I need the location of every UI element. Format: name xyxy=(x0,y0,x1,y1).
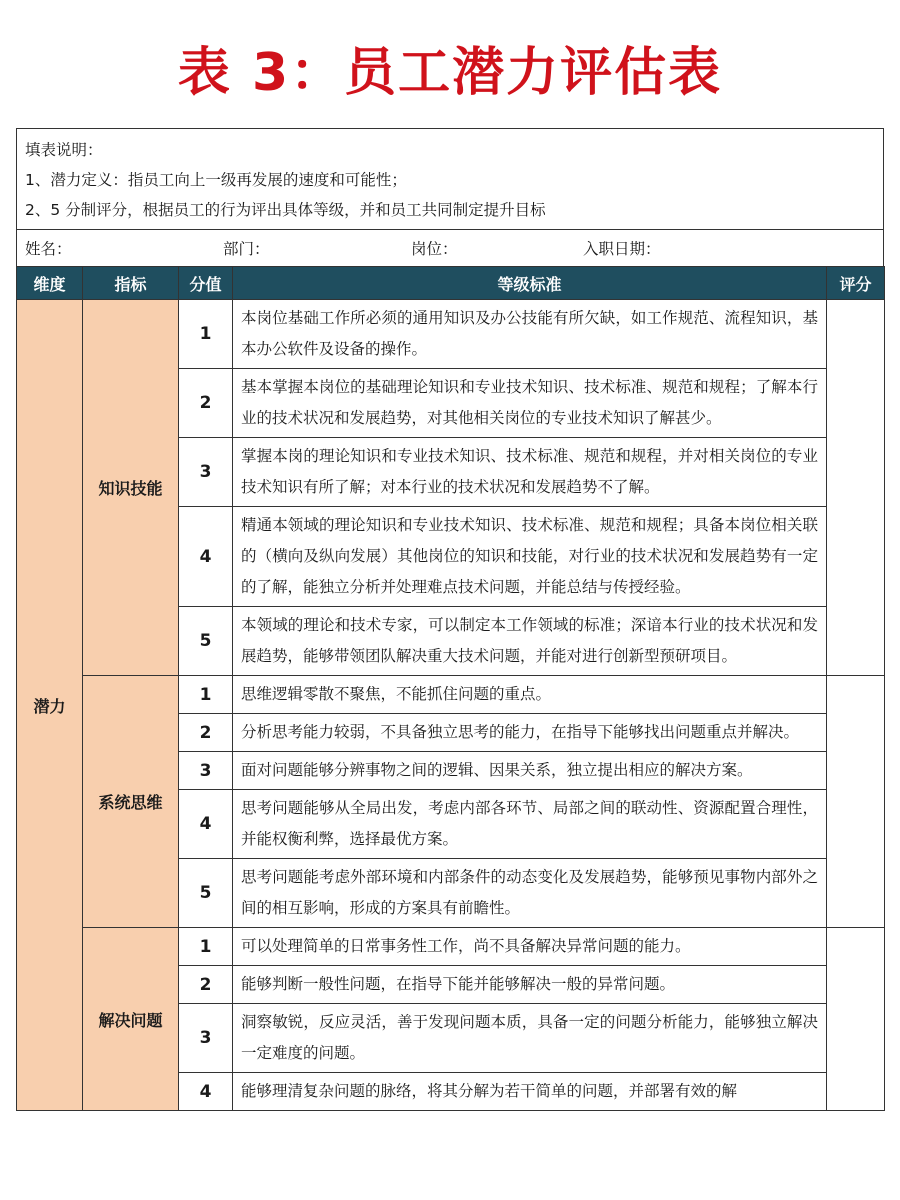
instructions-heading: 填表说明： xyxy=(25,141,103,159)
indicator-cell: 系统思维 xyxy=(83,676,179,928)
header-dimension: 维度 xyxy=(17,267,83,300)
page-title: 表 3：员工潜力评估表 xyxy=(177,43,723,103)
rating-input-cell[interactable] xyxy=(827,676,885,928)
indicator-cell: 解决问题 xyxy=(83,928,179,1111)
position-field-label: 岗位： xyxy=(411,240,458,258)
table-header-row xyxy=(17,267,885,300)
table-row xyxy=(17,676,885,714)
score-cell: 4 xyxy=(179,1073,233,1111)
score-cell: 2 xyxy=(179,966,233,1004)
score-cell: 1 xyxy=(179,928,233,966)
assessment-sheet xyxy=(16,128,884,1111)
criteria-cell: 思考问题能够从全局出发，考虑内部各环节、局部之间的联动性、资源配置合理性，并能权衡利弊，选择最优方案。 xyxy=(233,790,827,859)
join-date-field-label: 入职日期： xyxy=(583,240,661,258)
criteria-cell: 掌握本岗的理论知识和专业技术知识、技术标准、规范和规程，并对相关岗位的专业技术知识有所了解；对本行业的技术状况和发展趋势不了解。 xyxy=(233,438,827,507)
header-criteria: 等级标准 xyxy=(233,267,827,300)
instructions-line-2: 2、5 分制评分，根据员工的行为评出具体等级，并和员工共同制定提升目标 xyxy=(25,201,546,219)
score-cell: 2 xyxy=(179,369,233,438)
criteria-cell: 思考问题能考虑外部环境和内部条件的动态变化及发展趋势，能够预见事物内部外之间的相互影响，形成的方案具有前瞻性。 xyxy=(233,859,827,928)
criteria-cell: 可以处理简单的日常事务性工作，尚不具备解决异常问题的能力。 xyxy=(233,928,827,966)
instructions-box xyxy=(16,128,884,229)
dimension-cell: 潜力 xyxy=(17,300,83,1111)
indicator-cell: 知识技能 xyxy=(83,300,179,676)
criteria-cell: 洞察敏锐，反应灵活，善于发现问题本质，具备一定的问题分析能力，能够独立解决一定难度的问题。 xyxy=(233,1004,827,1073)
criteria-cell: 本领域的理论和技术专家，可以制定本工作领域的标准；深谙本行业的技术状况和发展趋势，能够带领团队解决重大技术问题，并能对进行创新型预研项目。 xyxy=(233,607,827,676)
criteria-cell: 思维逻辑零散不聚焦，不能抓住问题的重点。 xyxy=(233,676,827,714)
criteria-cell: 面对问题能够分辨事物之间的逻辑、因果关系，独立提出相应的解决方案。 xyxy=(233,752,827,790)
employee-fields-row xyxy=(16,229,884,266)
name-field-label: 姓名： xyxy=(25,240,72,258)
criteria-cell: 精通本领域的理论知识和专业技术知识、技术标准、规范和规程；具备本岗位相关联的（横向及纵向发展）其他岗位的知识和技能，对行业的技术状况和发展趋势有一定的了解，能独立分析并处理难点技术问题，并能总结与传授经验。 xyxy=(233,507,827,607)
table-row xyxy=(17,928,885,966)
criteria-cell: 基本掌握本岗位的基础理论知识和专业技术知识、技术标准、规范和规程；了解本行业的技术状况和发展趋势，对其他相关岗位的专业技术知识了解甚少。 xyxy=(233,369,827,438)
rating-input-cell[interactable] xyxy=(827,928,885,1111)
criteria-cell: 分析思考能力较弱，不具备独立思考的能力，在指导下能够找出问题重点并解决。 xyxy=(233,714,827,752)
criteria-cell: 能够判断一般性问题，在指导下能并能够解决一般的异常问题。 xyxy=(233,966,827,1004)
score-cell: 3 xyxy=(179,1004,233,1073)
header-score: 分值 xyxy=(179,267,233,300)
dept-field-label: 部门： xyxy=(223,240,270,258)
header-rating: 评分 xyxy=(827,267,885,300)
score-cell: 5 xyxy=(179,859,233,928)
score-cell: 4 xyxy=(179,790,233,859)
score-cell: 1 xyxy=(179,676,233,714)
score-cell: 3 xyxy=(179,438,233,507)
criteria-table xyxy=(16,266,885,1111)
score-cell: 2 xyxy=(179,714,233,752)
header-indicator: 指标 xyxy=(83,267,179,300)
instructions-line-1: 1、潜力定义：指员工向上一级再发展的速度和可能性； xyxy=(25,171,407,189)
rating-input-cell[interactable] xyxy=(827,300,885,676)
score-cell: 3 xyxy=(179,752,233,790)
score-cell: 4 xyxy=(179,507,233,607)
table-row xyxy=(17,300,885,369)
table-body xyxy=(17,300,885,1111)
score-cell: 5 xyxy=(179,607,233,676)
criteria-cell: 本岗位基础工作所必须的通用知识及办公技能有所欠缺，如工作规范、流程知识，基本办公软件及设备的操作。 xyxy=(233,300,827,369)
criteria-cell: 能够理清复杂问题的脉络，将其分解为若干简单的问题，并部署有效的解 xyxy=(233,1073,827,1111)
score-cell: 1 xyxy=(179,300,233,369)
